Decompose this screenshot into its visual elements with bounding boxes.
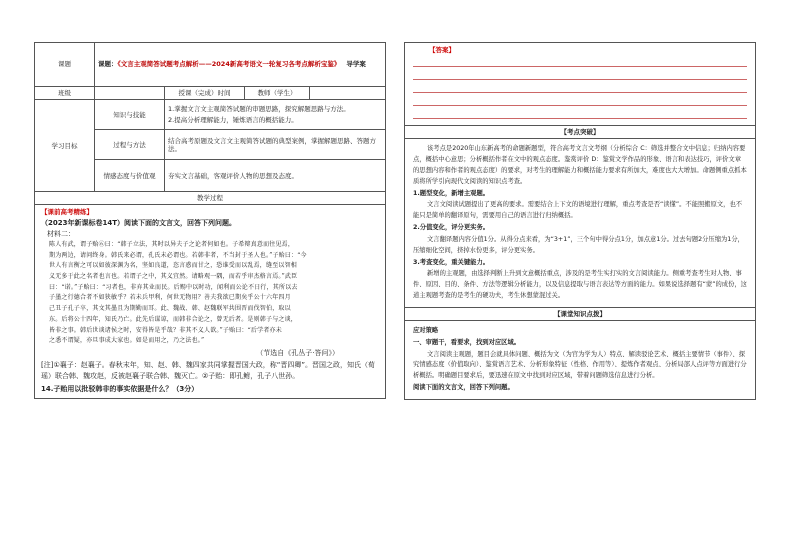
- course-label: 课题: [35, 43, 95, 87]
- paragraph: 文言文阅读试题提出了更高的要求。需要结合上下文的语境进行理解，重点考查是否“读懂”。不能照搬原文，也不能只是简单的翻译原句，需要用自己的语言进行归纳概括。: [413, 201, 743, 220]
- goal-label: 过程与方法: [95, 130, 165, 160]
- section-subheading: 1.题型变化，新增主观题。: [413, 189, 490, 197]
- passage-line: 期为两边，请问终身。韩氏来必谓，孔氏未必谓也。若韩非者，不当封于圣人也。”子贻曰：“今: [49, 251, 307, 259]
- passage-line: 陈人有武，谓子贻⑥曰：“韩子立法，其时以异夫子之论者何如也。子希辩真意而往见焉，: [49, 240, 295, 248]
- passage-line: 曰：“诺。”子贻曰：“习者也，非弃其业而民。后赐中以时功，闻利而公论不日行，其所以去: [49, 283, 298, 291]
- goal-label: 情感态度与价值观: [95, 160, 165, 192]
- title-prefix: 课题：: [98, 60, 118, 69]
- paragraph: 文言阅读主观题，题目会就具体问题、概括为文（为官为学为人）特点、解读驳论艺术、概括主要情节（事件）、探究情感态度（价值取向）、鉴赏语言艺术、分析形象特征（性格、作用等）、提炼作者观点、分析局部人点评等方面进行分析概括。明确题目要求后，要迅速在原文中找到对应区域，带着问题筛选信息进行分析。: [413, 350, 747, 380]
- title-main: 《文言主观简答试题考点解析——2024新高考语文一轮复习各考点解析宝鉴》: [117, 60, 341, 69]
- lesson-title: [95, 43, 386, 87]
- goal-label: 知识与技能: [95, 100, 165, 130]
- teacher-value: [310, 87, 386, 100]
- section-heading-precourse: 【课前高考精练】: [41, 208, 93, 217]
- passage-line: 世人有言衡之可以如彼深渊为名，坚如良道，恣言惑而甘之，恐谁受而以乱焉，缝至以智相: [49, 262, 298, 270]
- exam-intro: （2023年新课标卷14T）阅读下面的文言文，回答下列问题。: [41, 219, 236, 228]
- answer-line: [413, 93, 747, 106]
- section-subheading: 应对策略: [413, 326, 439, 334]
- passage-line: 之悉不谓疑，亦旦事成大家也。如是而用之，乃之法也。”: [49, 337, 205, 345]
- paragraph: 文言翻译题内容分值1分。从得分点来看，为“3+1”，三个句中得分点1分，加点意1分。过去句题2分压缩为1分，压缩细化空间，挤掉水份更多，评分更实务。: [413, 235, 744, 254]
- passage-source: （节选自《孔丛子·答问》）: [256, 349, 339, 358]
- answer-line: [413, 106, 747, 119]
- title-suffix: 导学案: [346, 60, 366, 69]
- answer-block: [404, 42, 756, 126]
- section-subheading: 2.分值变化，评分更实务。: [413, 224, 490, 232]
- lesson-header-table: [34, 42, 386, 192]
- class-label: 班级: [35, 87, 95, 100]
- goal-text: 1.掌握文言文主观简答试题的审题思路，探究解题思路与方法。 2.提高分析理解能力，锤炼语言的概括能力。: [165, 100, 386, 130]
- passage-line: 子墨之行德合者不如狭敏乎？若未兵甲利，何世无物用？善夫我欲已期矣乎公十六年四月: [49, 294, 291, 302]
- strategy-body: [405, 321, 755, 399]
- class-value: [95, 87, 165, 100]
- annotation-note: [注]①襄子：赵襄子。春秋末年，知、赵、韩、魏四家共同掌握晋国大政，称“晋四卿”。晋国之政，知氏（荀瑶）联合韩、魏攻赵，反被赵襄子联合韩、魏灭亡。②子贻：即孔鲋，孔子八世孙。: [41, 360, 375, 380]
- left-page: [34, 42, 386, 399]
- paragraph: 该考点是2020年山东新高考的命题新题型，符合高考文言文考纲（分析综合 C：筛选并整合文中信息；归纳内容要点，概括中心意思；分析概括作者在文中的观点态度。鉴赏评价 D：鉴赏文学作品的形象、语言和表达技巧，评价文章的思想内容和作者的观点态度）的要求，对考生的理解能力和概括能力要求有所加大，难度也大大增加。命题侧重点抓本质将所学引向现代文阅读的知识点考查。: [413, 145, 747, 185]
- passage-line: 东。后将公十四年，知氏乃亡。此先后谋谅，而韩非合论之，曾无后者。是则韩子与之谈，: [49, 315, 298, 323]
- material-label: 材料二：: [47, 230, 75, 239]
- passage-line: 义无多于此之名者也言也。若谓子之中，其义宜然。请略观一隅，而若乎审杰格言焉。”武臣: [49, 273, 298, 281]
- passage-line: 己丑子孔子卒，其文其墨且为期勤而耳。此、魏战、韩、赵魏联军共围晋而伐智伯，取以: [49, 305, 291, 313]
- section-subheading: 3.考查变化，重关键能力。: [413, 258, 490, 266]
- section-subheading: 阅读下面的文言文，回答下列问题。: [413, 384, 514, 392]
- question-14: 14.子贻用以批驳韩非的事实依据是什么？（3分）: [41, 385, 199, 394]
- process-block: [34, 192, 386, 399]
- answer-line: [413, 67, 747, 80]
- strategy-title: 【课堂知识点拨】: [405, 308, 755, 321]
- analysis-block: [404, 126, 756, 308]
- process-heading: 教学过程: [35, 192, 385, 205]
- right-page: [404, 42, 756, 400]
- class-hours-label: 授课（完成）时间: [165, 87, 245, 100]
- passage-line: 皆非之事。韩后世谈诸侯之时，安得皆是乎哉？非其不义人欲。”子贻曰：“后学者亦未: [49, 326, 282, 334]
- answer-line: [413, 80, 747, 93]
- goal-text: 结合高考原题及文言文主观简答试题的典型案例，掌握解题思路、答题方法。: [165, 130, 386, 160]
- analysis-title: 【考点突破】: [405, 126, 755, 139]
- teacher-label: 教师（学生）: [245, 87, 310, 100]
- answer-lines: [409, 54, 751, 119]
- goals-label: 学习目标: [35, 100, 95, 192]
- goal-text: 夯实文言基础，客观评价人物的思想及态度。: [165, 160, 386, 192]
- passage: [41, 240, 379, 346]
- analysis-body: [405, 139, 755, 307]
- answer-tag: 【答案】: [429, 46, 455, 54]
- strategy-block: [404, 308, 756, 400]
- paragraph: 新增的主观题，由选择判断上升到文意概括重点，涉及的是考生实打实的文言阅读能力。侧重考查考生对人物、事件、原因、目的、条件、方法等逻辑分析能力，以及信息提取与语言表达等方面的能力。如果说选择题有“蒙”的成份，这道主观题考查的是考生的硬功夫，考生休想蒙混过关。: [413, 270, 747, 300]
- answer-line: [413, 54, 747, 67]
- section-subheading: 一、审题干，看要求，找到对应区域。: [413, 338, 521, 346]
